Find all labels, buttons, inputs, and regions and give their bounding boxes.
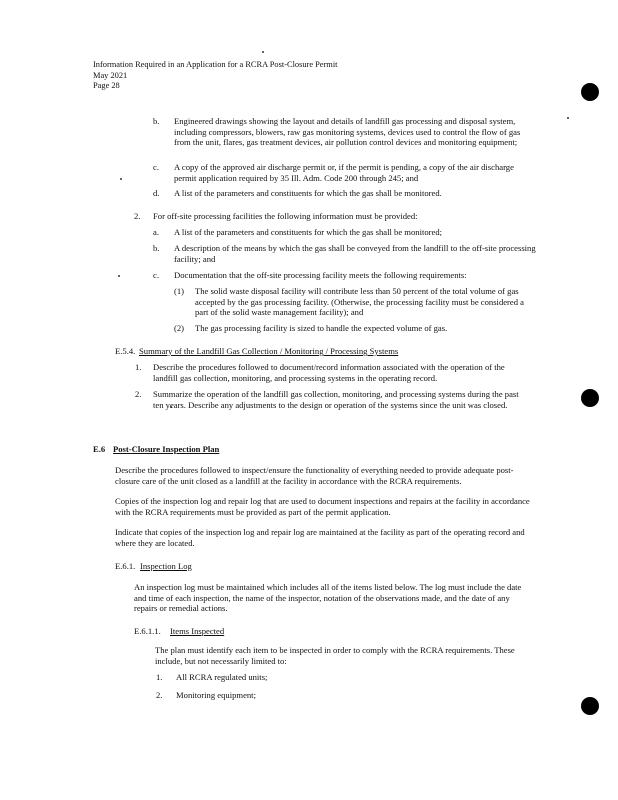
section-number: E.6.1. xyxy=(115,561,136,571)
list-label: 2. xyxy=(156,690,163,700)
list-text: For off-site processing facilities the following information must be provided: xyxy=(153,211,418,221)
list-text: Documentation that the off-site processing facility meets the following requirements: xyxy=(174,270,467,280)
header-title: Information Required in an Application for a RCRA Post-Closure Permit xyxy=(93,60,338,69)
paragraph: Copies of the inspection log and repair log that are used to document inspections and repairs at the facility in accordance with the RCRA requirements must be provided as part of the permit application. xyxy=(115,496,530,517)
list-label: d. xyxy=(153,188,160,198)
punch-hole-middle xyxy=(581,389,599,407)
list-label: c. xyxy=(153,162,159,172)
list-text: Engineered drawings showing the layout and details of landfill gas processing and disposal system, including compressors, blowers, raw gas monitoring systems, devices used to control the flow of gas from the unit, flares, gas treatment devices, air pollution control devices and monitoring equipment; xyxy=(174,116,521,148)
list-text: All RCRA regulated units; xyxy=(176,672,268,682)
section-title: Summary of the Landfill Gas Collection / Monitoring / Processing Systems xyxy=(139,346,399,356)
list-text: A copy of the approved air discharge permit or, if the permit is pending, a copy of the air discharge permit application required by 35 Ill. Adm. Code 200 through 245; and xyxy=(174,162,514,183)
section-number: E.6.1.1. xyxy=(134,626,161,636)
list-text: Summarize the operation of the landfill gas collection, monitoring, and processing systems during the past ten years. Describe any adjustments to the design or operation of the systems since the unit was closed. xyxy=(153,389,519,410)
list-label: 2. xyxy=(134,211,141,221)
list-text: A list of the parameters and constituents for which the gas shall be monitored. xyxy=(174,188,442,198)
list-label: c. xyxy=(153,270,159,280)
list-label: 2. xyxy=(135,389,142,399)
section-number: E.5.4. xyxy=(115,346,136,356)
section-title: Items Inspected xyxy=(170,626,225,636)
punch-hole-top xyxy=(581,83,599,101)
list-text: Monitoring equipment; xyxy=(176,690,256,700)
section-number: E.6 xyxy=(93,444,106,454)
header-page: Page 28 xyxy=(93,81,120,90)
list-label: 1. xyxy=(135,362,142,372)
section-title: Inspection Log xyxy=(140,561,192,571)
scan-speck xyxy=(567,117,569,119)
list-label: (1) xyxy=(174,286,185,296)
punch-hole-bottom xyxy=(581,697,599,715)
list-text: Describe the procedures followed to document/record information associated with the operation of the landfill gas collection, monitoring, and processing systems in the operating record. xyxy=(153,362,505,383)
list-label: b. xyxy=(153,116,160,126)
header-date: May 2021 xyxy=(93,70,128,80)
page-header xyxy=(93,60,337,92)
list-text: The gas processing facility is sized to handle the expected volume of gas. xyxy=(195,323,448,333)
list-text: The solid waste disposal facility will contribute less than 50 percent of the total volume of gas accepted by the gas processing facility. (Otherwise, the processing facility must be considered a part of the solid waste management facility); and xyxy=(195,286,524,318)
list-label: b. xyxy=(153,243,160,253)
paragraph: An inspection log must be maintained which includes all of the items listed below. The log must include the date and time of each inspection, the name of the inspector, notation of the observations made, and the date of any repairs or remedial actions. xyxy=(134,582,522,614)
list-text: A list of the parameters and constituents for which the gas shall be monitored; xyxy=(174,227,443,237)
list-text: A description of the means by which the gas shall be conveyed from the landfill to the off-site processing facility; and xyxy=(174,243,536,264)
list-label: a. xyxy=(153,227,159,237)
scan-speck xyxy=(262,51,264,53)
paragraph: Indicate that copies of the inspection log and repair log are maintained at the facility as part of the operating record and where they are located. xyxy=(115,527,525,548)
scan-speck xyxy=(118,275,120,277)
paragraph: The plan must identify each item to be inspected in order to comply with the RCRA requirements. These include, but not necessarily limited to: xyxy=(155,645,515,666)
section-title: Post-Closure Inspection Plan xyxy=(113,444,220,454)
list-label: 1. xyxy=(156,672,163,682)
list-label: (2) xyxy=(174,323,185,333)
scan-speck xyxy=(120,178,122,180)
paragraph: Describe the procedures followed to inspect/ensure the functionality of everything needed to provide adequate post-closure care of the unit closed as a landfill at the facility in accordance with the RCRA requirements. xyxy=(115,465,514,486)
